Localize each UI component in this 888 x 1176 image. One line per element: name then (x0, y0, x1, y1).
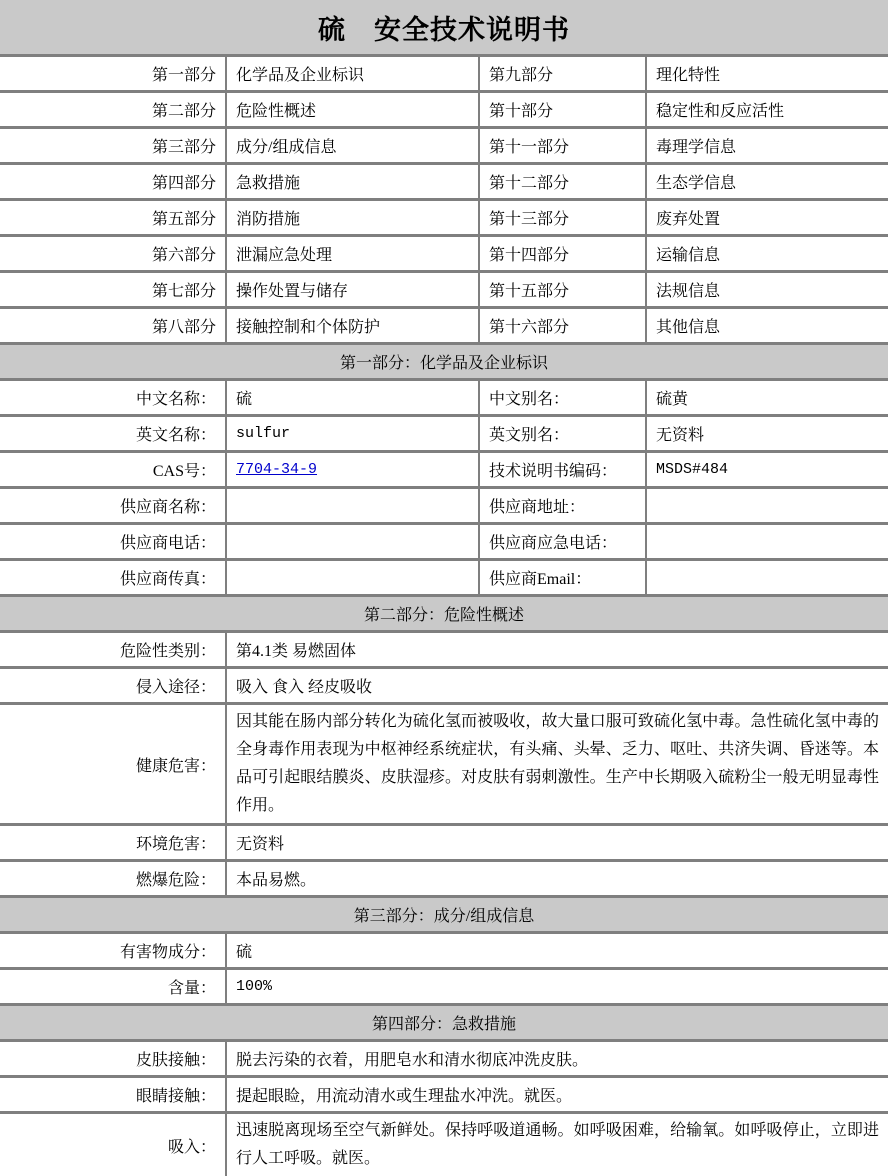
field-label-chinese-alias: 中文别名： (478, 381, 645, 414)
toc-right-section-title: 其他信息 (645, 309, 888, 342)
toc-left-section-title: 成分/组成信息 (225, 129, 478, 162)
toc-left-section-label: 第三部分 (151, 139, 216, 156)
toc-right-section-title: 生态学信息 (645, 165, 888, 198)
field-value-supplier-fax (225, 561, 478, 594)
toc-left-section-label: 第六部分 (151, 247, 216, 264)
field-value-content-percent: 100% (225, 970, 888, 1003)
field-row (0, 522, 888, 558)
field-value-chinese-alias: 硫黄 (645, 381, 888, 414)
toc-row (0, 54, 888, 90)
field-row (0, 558, 888, 594)
field-value-chinese-name: 硫 (225, 381, 478, 414)
toc-left-section-title: 危险性概述 (225, 93, 478, 126)
field-row (0, 1111, 888, 1176)
toc-row (0, 234, 888, 270)
toc-row (0, 90, 888, 126)
toc-right-section-label: 第十二部分 (478, 165, 645, 198)
document-title: 硫 安全技术说明书 (0, 0, 888, 54)
field-label-fire-explosion-hazard: 燃爆危险： (135, 872, 216, 889)
toc-right-section-title: 理化特性 (645, 57, 888, 90)
field-row (0, 666, 888, 702)
toc-row (0, 126, 888, 162)
field-row (0, 967, 888, 1003)
field-value-health-hazard: 因其能在肠内部分转化为硫化氢而被吸收，故大量口服可致硫化氢中毒。急性硫化氢中毒的全身毒作用表现为中枢神经系统症状，有头痛、头晕、乏力、呕吐、共济失调、昏迷等。本品可引起眼结膜炎、皮肤湿疹。对皮肤有弱刺激性。生产中长期吸入硫粉尘一般无明显毒性作用。 (225, 705, 888, 823)
field-value-entry-routes: 吸入 食入 经皮吸收 (225, 669, 888, 702)
section-4-table (0, 1039, 888, 1176)
toc-right-section-title: 废弃处置 (645, 201, 888, 234)
field-value-harmful-component: 硫 (225, 934, 888, 967)
toc-right-section-label: 第十五部分 (478, 273, 645, 306)
field-value-english-alias: 无资料 (645, 417, 888, 450)
section-3-table (0, 931, 888, 1003)
toc-left-section-label: 第一部分 (151, 67, 216, 84)
toc-left-section-label: 第七部分 (151, 283, 216, 300)
field-label-hazard-class: 危险性类别： (119, 643, 216, 660)
toc-left-section-title: 操作处置与储存 (225, 273, 478, 306)
toc-right-section-label: 第十六部分 (478, 309, 645, 342)
toc-left-section-title: 消防措施 (225, 201, 478, 234)
field-label-supplier-email: 供应商Email： (478, 561, 645, 594)
field-row (0, 450, 888, 486)
field-label-supplier-name: 供应商名称： (119, 499, 216, 516)
toc-right-section-title: 毒理学信息 (645, 129, 888, 162)
toc-right-section-label: 第十三部分 (478, 201, 645, 234)
toc-left-section-title: 化学品及企业标识 (225, 57, 478, 90)
field-value-inhalation: 迅速脱离现场至空气新鲜处。保持呼吸道通畅。如呼吸困难，给输氧。如呼吸停止，立即进行人工呼吸。就医。 (225, 1114, 888, 1176)
toc-left-section-title: 接触控制和个体防护 (225, 309, 478, 342)
toc-right-section-title: 稳定性和反应活性 (645, 93, 888, 126)
toc-row (0, 198, 888, 234)
field-label-chinese-name: 中文名称： (135, 391, 216, 408)
toc-right-section-label: 第十部分 (478, 93, 645, 126)
toc-left-section-label: 第八部分 (151, 319, 216, 336)
field-value-english-name: sulfur (225, 417, 478, 450)
field-label-supplier-phone: 供应商电话： (119, 535, 216, 552)
toc-row (0, 162, 888, 198)
field-label-inhalation: 吸入： (167, 1138, 216, 1156)
field-row (0, 486, 888, 522)
field-value-supplier-email (645, 561, 888, 594)
field-value-hazard-class: 第4.1类 易燃固体 (225, 633, 888, 666)
section-2-table (0, 630, 888, 895)
section-3-header: 第三部分：成分/组成信息 (0, 895, 888, 931)
field-row (0, 702, 888, 823)
toc-row (0, 270, 888, 306)
field-value-eye-contact: 提起眼睑，用流动清水或生理盐水冲洗。就医。 (225, 1078, 888, 1111)
cas-number-link[interactable]: 7704-34-9 (236, 461, 318, 478)
field-label-health-hazard: 健康危害： (135, 757, 216, 775)
field-label-msds-code: 技术说明书编码： (478, 453, 645, 486)
field-value-skin-contact: 脱去污染的衣着，用肥皂水和清水彻底冲洗皮肤。 (225, 1042, 888, 1075)
field-label-supplier-address: 供应商地址： (478, 489, 645, 522)
field-label-harmful-component: 有害物成分： (119, 944, 216, 961)
field-row (0, 859, 888, 895)
section-2-header: 第二部分：危险性概述 (0, 594, 888, 630)
toc-right-section-label: 第十四部分 (478, 237, 645, 270)
toc-row (0, 306, 888, 342)
field-label-skin-contact: 皮肤接触： (135, 1052, 216, 1069)
toc-left-section-label: 第五部分 (151, 211, 216, 228)
field-label-entry-routes: 侵入途径： (135, 679, 216, 696)
field-value-supplier-emergency-phone (645, 525, 888, 558)
field-label-eye-contact: 眼睛接触： (135, 1088, 216, 1105)
field-value-supplier-name (225, 489, 478, 522)
field-value-msds-code: MSDS#484 (645, 453, 888, 486)
field-value-cas-number (225, 453, 478, 486)
field-row (0, 931, 888, 967)
field-row (0, 1075, 888, 1111)
toc-left-section-label: 第二部分 (151, 103, 216, 120)
toc-table (0, 54, 888, 342)
toc-right-section-title: 法规信息 (645, 273, 888, 306)
field-label-cas-number: CAS号： (152, 463, 216, 480)
field-label-english-name: 英文名称： (135, 427, 216, 444)
field-label-english-alias: 英文别名： (478, 417, 645, 450)
toc-right-section-label: 第九部分 (478, 57, 645, 90)
toc-left-section-title: 泄漏应急处理 (225, 237, 478, 270)
field-row (0, 414, 888, 450)
toc-left-section-title: 急救措施 (225, 165, 478, 198)
section-4-header: 第四部分：急救措施 (0, 1003, 888, 1039)
field-label-supplier-emergency-phone: 供应商应急电话： (478, 525, 645, 558)
field-value-supplier-phone (225, 525, 478, 558)
field-row (0, 823, 888, 859)
section-1-table (0, 378, 888, 594)
field-row (0, 630, 888, 666)
field-row (0, 378, 888, 414)
toc-left-section-label: 第四部分 (151, 175, 216, 192)
field-value-supplier-address (645, 489, 888, 522)
toc-right-section-title: 运输信息 (645, 237, 888, 270)
field-value-environment-hazard: 无资料 (225, 826, 888, 859)
field-label-supplier-fax: 供应商传真： (119, 571, 216, 588)
field-value-fire-explosion-hazard: 本品易燃。 (225, 862, 888, 895)
field-row (0, 1039, 888, 1075)
field-label-environment-hazard: 环境危害： (135, 836, 216, 853)
field-label-content-percent: 含量： (167, 980, 216, 997)
toc-right-section-label: 第十一部分 (478, 129, 645, 162)
section-1-header: 第一部分：化学品及企业标识 (0, 342, 888, 378)
